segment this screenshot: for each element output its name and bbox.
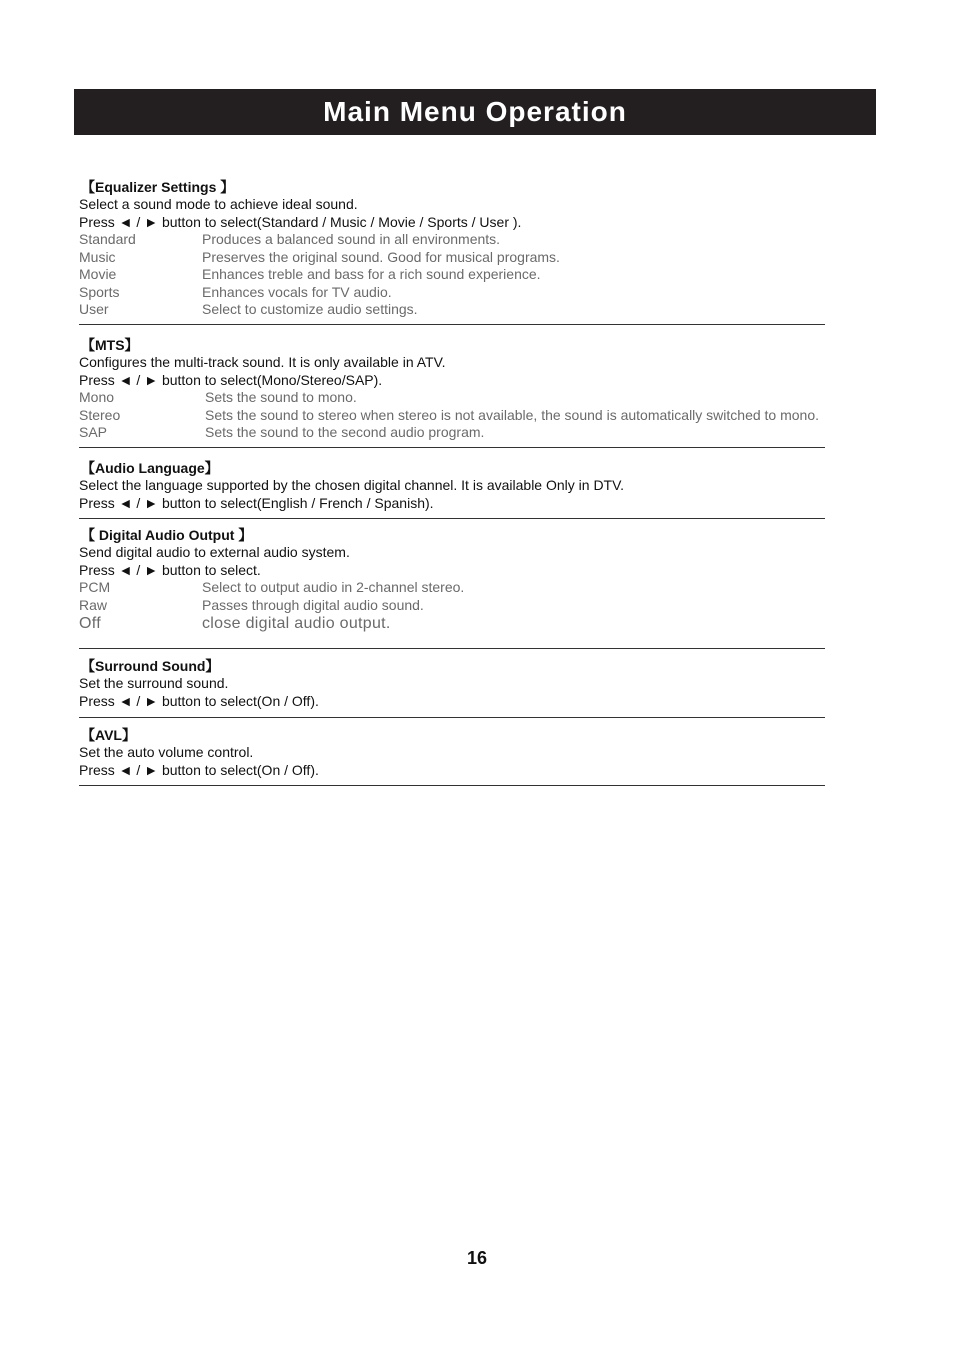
option-name: SAP [79,424,108,440]
section-digital-audio-output [79,526,825,649]
section-audio-language [79,459,825,519]
option-description: Select to customize audio settings. [202,301,418,317]
section-equalizer-settings [79,178,825,325]
page-title: Main Menu Operation [323,96,627,127]
section-surround-sound [79,657,825,718]
option-description: Select to output audio in 2-channel stereo. [202,579,465,595]
option-name: Stereo [79,406,121,423]
option-name: Movie [79,266,117,282]
option-row-user [79,301,825,319]
option-row-mono [79,389,825,407]
option-name: Mono [79,389,115,405]
page-number: 16 [466,1248,488,1268]
page-header [74,89,876,135]
option-name: Music [79,248,116,265]
option-name: Sports [79,283,120,300]
section-description: Set the surround sound. [79,675,229,691]
section-instruction: Press ◄ / ► button to select(English / French / Spanish). [79,494,434,511]
option-row-standard [79,231,825,249]
option-row-stereo [79,407,825,425]
option-description: Sets the sound to stereo when stereo is not available, the sound is automatically switched to mono. [205,406,820,423]
section-title: 【AVL】 [81,727,136,743]
option-description: Sets the sound to mono. [205,389,357,405]
option-name: Standard [79,231,136,247]
option-row-movie [79,266,825,284]
option-name: Raw [79,596,108,613]
option-row-pcm [79,579,825,597]
section-title: 【 Digital Audio Output 】 [81,527,253,543]
option-row-sap [79,424,825,442]
option-description: Passes through digital audio sound. [202,596,424,613]
option-row-raw [79,597,825,615]
section-description: Select a sound mode to achieve ideal sound. [79,196,358,212]
section-title: 【Equalizer Settings 】 [81,179,235,195]
option-name: User [79,301,109,317]
section-title: 【MTS】 [81,337,139,353]
section-instruction: Press ◄ / ► button to select(On / Off). [79,761,319,778]
option-description: Enhances vocals for TV audio. [202,283,392,300]
section-instruction: Press ◄ / ► button to select(Standard / Music / Movie / Sports / User ). [79,213,522,230]
section-description: Set the auto volume control. [79,744,254,760]
option-description: Enhances treble and bass for a rich sound experience. [202,266,541,282]
option-row-music [79,249,825,267]
option-description: close digital audio output. [202,615,391,632]
section-avl [79,726,825,786]
option-description: Produces a balanced sound in all environments. [202,231,501,247]
section-instruction: Press ◄ / ► button to select(Mono/Stereo/SAP). [79,371,383,388]
section-title: 【Audio Language】 [81,460,219,476]
section-mts [79,336,825,448]
section-description: Configures the multi-track sound. It is only available in ATV. [79,354,446,370]
option-name: Off [79,615,101,632]
option-name: PCM [79,579,111,595]
option-row-off [79,614,825,634]
option-row-sports [79,284,825,302]
section-instruction: Press ◄ / ► button to select(On / Off). [79,692,319,709]
section-instruction: Press ◄ / ► button to select. [79,561,261,578]
option-description: Preserves the original sound. Good for musical programs. [202,248,560,265]
section-title: 【Surround Sound】 [81,658,220,674]
section-description: Send digital audio to external audio system. [79,544,350,560]
option-description: Sets the sound to the second audio program. [205,424,485,440]
section-description: Select the language supported by the chosen digital channel. It is available Only in DTV. [79,477,625,493]
